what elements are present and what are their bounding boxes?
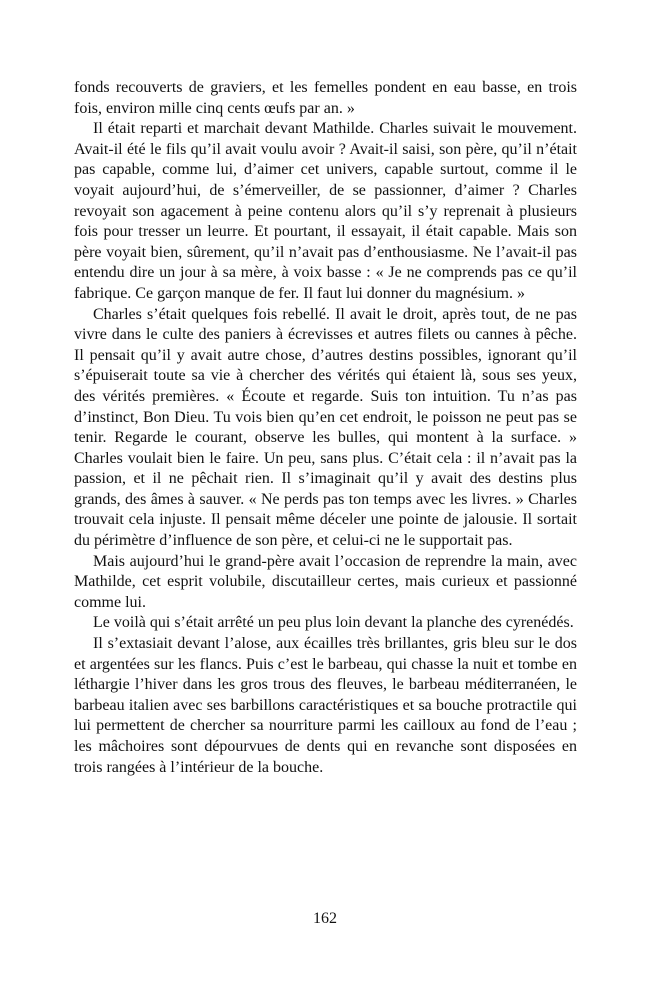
page-number: 162 [313,910,337,927]
paragraph-cyrenedes: Le voilà qui s’était arrêté un peu plus loin devant la planche des cyrenédés. [93,614,574,632]
paragraph-alose-barbeau: Il s’extasiait devant l’alose, aux écailles très brillantes, gris bleu sur le dos et argentées sur les flancs. Puis c’est le barbeau, qui chasse la nuit et tombe en léthargie l’hiver dans les gros trous des fleuves, le barbeau méditerranéen, le barbeau italien avec ses barbillons caractéristiques et sa bouche protractile qui lui permettent de chercher sa nourriture parmi les cailloux au fond de l’eau ; les mâchoires sont dépourvues de dents qui en revanche sont disposées en trois rangées à l’intérieur de la bouche. [74,635,577,776]
paragraph-grand-pere: Mais aujourd’hui le grand-père avait l’occasion de reprendre la main, avec Mathilde, cet esprit volubile, discutailleur certes, mais curieux et passionné comme lui. [74,552,577,611]
page-body [74,78,577,778]
paragraph-charles-rebelle: Charles s’était quelques fois rebellé. Il avait le droit, après tout, de ne pas vivre dans le culte des paniers à écrevisses et autres filets ou cannes à pêche. Il pensait qu’il y avait autre chose, d’autres destins possibles, ignorant qu’il s’épuiserait toute sa vie à chercher des vérités qui étaient là, sous ses yeux, des vérités premières. « Écoute et regarde. Suis ton intuition. Tu n’as pas d’instinct, Bon Dieu. Tu vois bien qu’en cet endroit, le poisson ne peut pas se tenir. Regarde le courant, observe les bulles, qui montent à la surface. » Charles voulait bien le faire. Un peu, sans plus. C’était cela : il n’avait pas la passion, et il ne pêchait rien. Il s’imaginait qu’il y avait des destins plus grands, des âmes à sauver. « Ne perds pas ton temps avec les livres. » Charles trouvait cela injuste. Il pensait même déceler une pointe de jalousie. Il sortait du périmètre d’influence de son père, et celui-ci ne le supportait pas. [74,305,577,550]
paragraph-continuation: fonds recouverts de graviers, et les femelles pondent en eau basse, en trois fois, environ mille cinq cents œufs par an. » [74,79,577,117]
paragraph-charles-suivait: Il était reparti et marchait devant Mathilde. Charles suivait le mouvement. Avait-il été le fils qu’il avait voulu avoir ? Avait-il saisi, son père, qu’il n’était pas capable, comme lui, d’aimer cet univers, capable surtout, comme il le voyait aujourd’hui, de s’émerveiller, de se passionner, d’aimer ? Charles revoyait son agacement à peine contenu alors qu’il s’y reprenait à plusieurs fois pour tresser un leurre. Et pourtant, il essayait, il était capable. Mais son père voyait bien, sûrement, qu’il n’avait pas d’enthousiasme. Ne l’avait-il pas entendu dire un jour à sa mère, à voix basse : « Je ne comprends pas ce qu’il fabrique. Ce garçon manque de fer. Il faut lui donner du magnésium. » [74,120,577,302]
